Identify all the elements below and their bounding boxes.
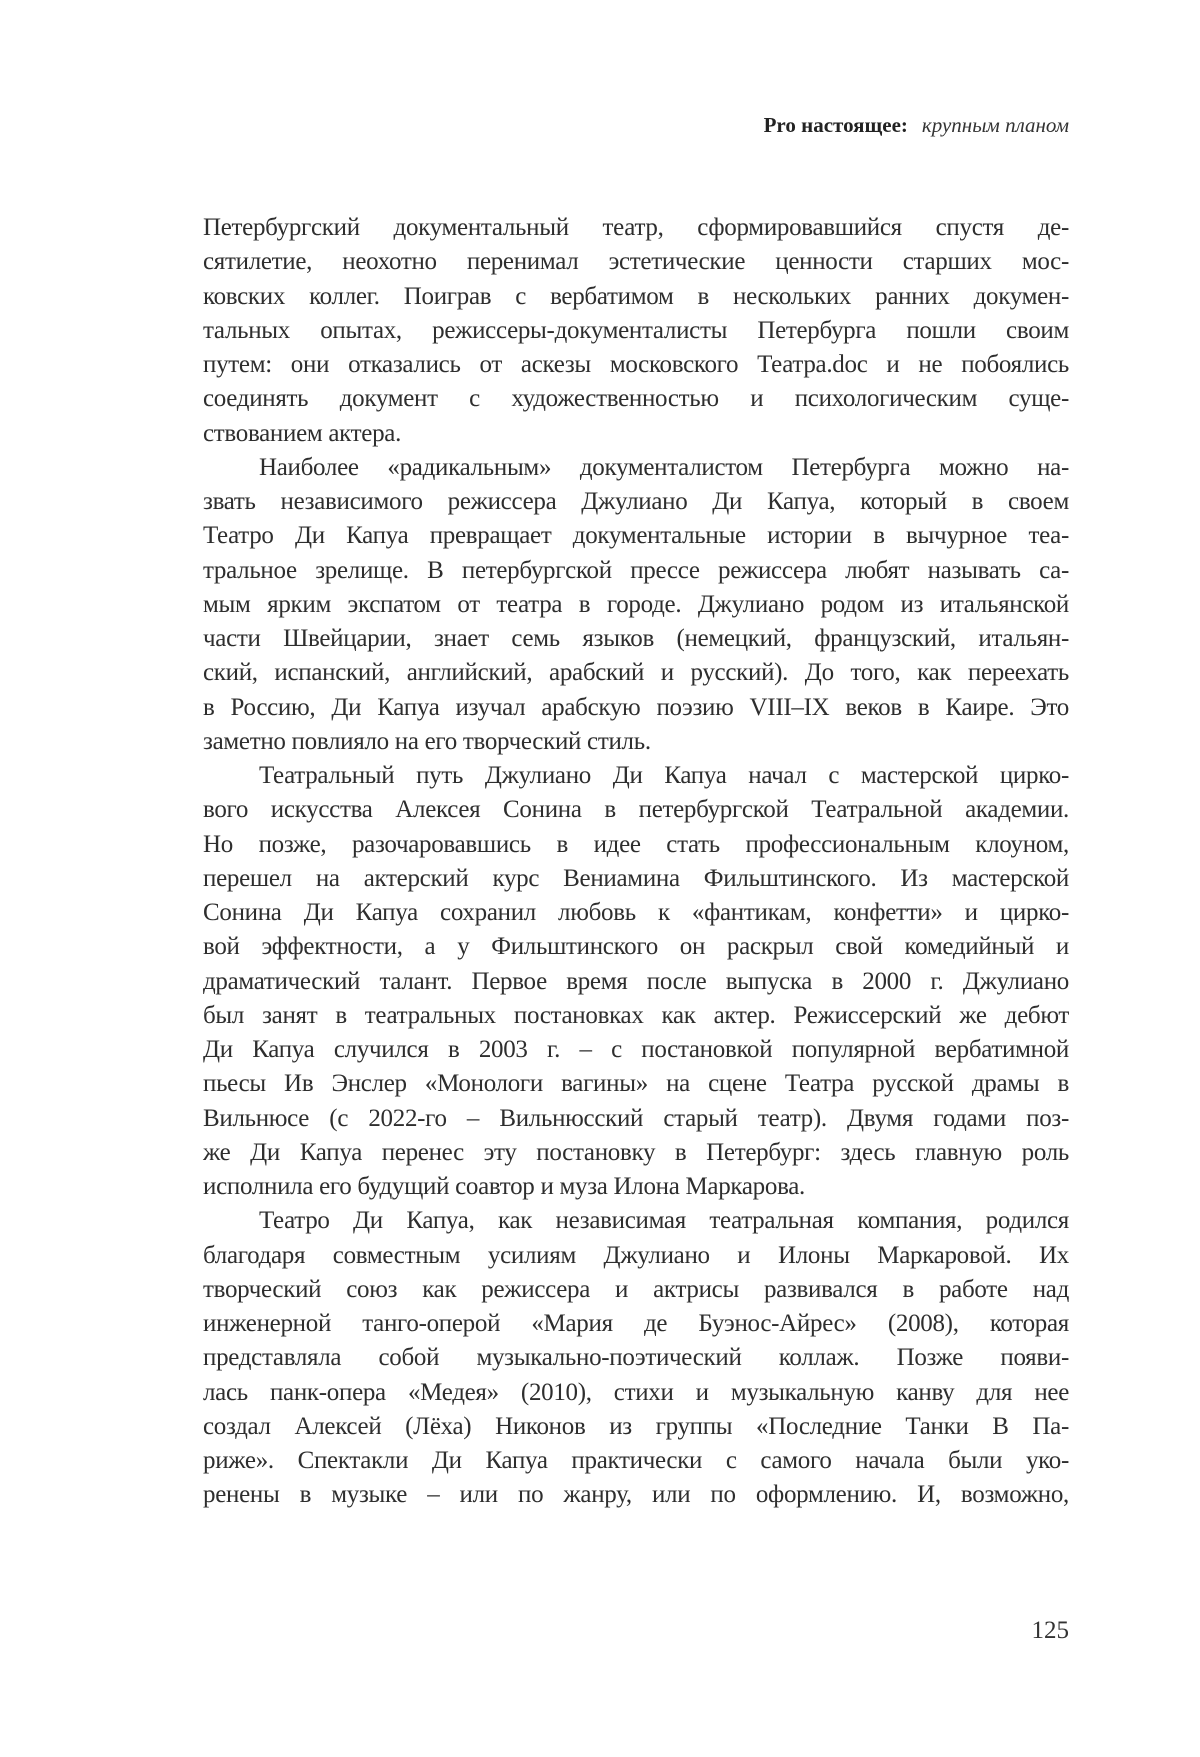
body-text (203, 211, 1069, 1513)
running-header-section: Pro настоящее: (764, 113, 908, 137)
running-header (764, 110, 1069, 140)
running-header-subtitle: крупным планом (922, 113, 1069, 137)
text-line: пьесы Ив Энслер «Монологи вагины» на сцене Театра русской драмы в (203, 1067, 1069, 1101)
text-line: Наиболее «радикальным» документалистом Петербурга можно на- (203, 451, 1069, 485)
text-line: ствованием актера. (203, 417, 1069, 451)
text-line: создал Алексей (Лёха) Никонов из группы «Последние Танки В Па- (203, 1410, 1069, 1444)
text-line: Сонина Ди Капуа сохранил любовь к «фантикам, конфетти» и цирко- (203, 896, 1069, 930)
text-line: драматический талант. Первое время после выпуска в 2000 г. Джулиано (203, 965, 1069, 999)
text-line: Вильнюсе (с 2022-го – Вильнюсский старый театр). Двумя годами поз- (203, 1102, 1069, 1136)
text-line: инженерной танго-оперой «Мария де Буэнос-Айрес» (2008), которая (203, 1307, 1069, 1341)
text-line: Но позже, разочаровавшись в идее стать профессиональным клоуном, (203, 828, 1069, 862)
text-line: Театро Ди Капуа превращает документальные истории в вычурное теа- (203, 519, 1069, 553)
paragraph (203, 211, 1069, 451)
text-line: звать независимого режиссера Джулиано Ди Капуа, который в своем (203, 485, 1069, 519)
text-line: части Швейцарии, знает семь языков (немецкий, французский, итальян- (203, 622, 1069, 656)
text-line: был занят в театральных постановках как актер. Режиссерский же дебют (203, 999, 1069, 1033)
text-line: заметно повлияло на его творческий стиль. (203, 725, 1069, 759)
text-line: Ди Капуа случился в 2003 г. – с постановкой популярной вербатимной (203, 1033, 1069, 1067)
text-line: лась панк-опера «Медея» (2010), стихи и музыкальную канву для нее (203, 1376, 1069, 1410)
text-line: путем: они отказались от аскезы московского Театра.doc и не побоялись (203, 348, 1069, 382)
text-line: Театро Ди Капуа, как независимая театральная компания, родился (203, 1204, 1069, 1238)
text-line: творческий союз как режиссера и актрисы развивался в работе над (203, 1273, 1069, 1307)
paragraph (203, 759, 1069, 1204)
text-line: риже». Спектакли Ди Капуа практически с самого начала были уко- (203, 1444, 1069, 1478)
paragraph (203, 451, 1069, 759)
text-line: ренены в музыке – или по жанру, или по оформлению. И, возможно, (203, 1478, 1069, 1512)
text-line: сятилетие, неохотно перенимал эстетические ценности старших мос- (203, 245, 1069, 279)
text-line: тальных опытах, режиссеры-документалисты Петербурга пошли своим (203, 314, 1069, 348)
text-line: мым ярким экспатом от театра в городе. Джулиано родом из итальянской (203, 588, 1069, 622)
paragraph (203, 1204, 1069, 1512)
text-line: соединять документ с художественностью и психологическим суще- (203, 382, 1069, 416)
text-line: ковских коллег. Поиграв с вербатимом в нескольких ранних докумен- (203, 280, 1069, 314)
text-line: же Ди Капуа перенес эту постановку в Петербург: здесь главную роль (203, 1136, 1069, 1170)
text-line: Театральный путь Джулиано Ди Капуа начал с мастерской цирко- (203, 759, 1069, 793)
text-line: Петербургский документальный театр, сформировавшийся спустя де- (203, 211, 1069, 245)
text-line: вой эффектности, а у Фильштинского он раскрыл свой комедийный и (203, 930, 1069, 964)
page-number: 125 (1032, 1615, 1070, 1647)
text-line: в Россию, Ди Капуа изучал арабскую поэзию VIII–IX веков в Каире. Это (203, 691, 1069, 725)
text-line: вого искусства Алексея Сонина в петербургской Театральной академии. (203, 793, 1069, 827)
text-line: исполнила его будущий соавтор и муза Илона Маркарова. (203, 1170, 1069, 1204)
text-line: ский, испанский, английский, арабский и русский). До того, как переехать (203, 656, 1069, 690)
text-line: представляла собой музыкально-поэтический коллаж. Позже появи- (203, 1341, 1069, 1375)
text-line: благодаря совместным усилиям Джулиано и Илоны Маркаровой. Их (203, 1239, 1069, 1273)
text-line: перешел на актерский курс Вениамина Фильштинского. Из мастерской (203, 862, 1069, 896)
text-line: тральное зрелище. В петербургской прессе режиссера любят называть са- (203, 554, 1069, 588)
